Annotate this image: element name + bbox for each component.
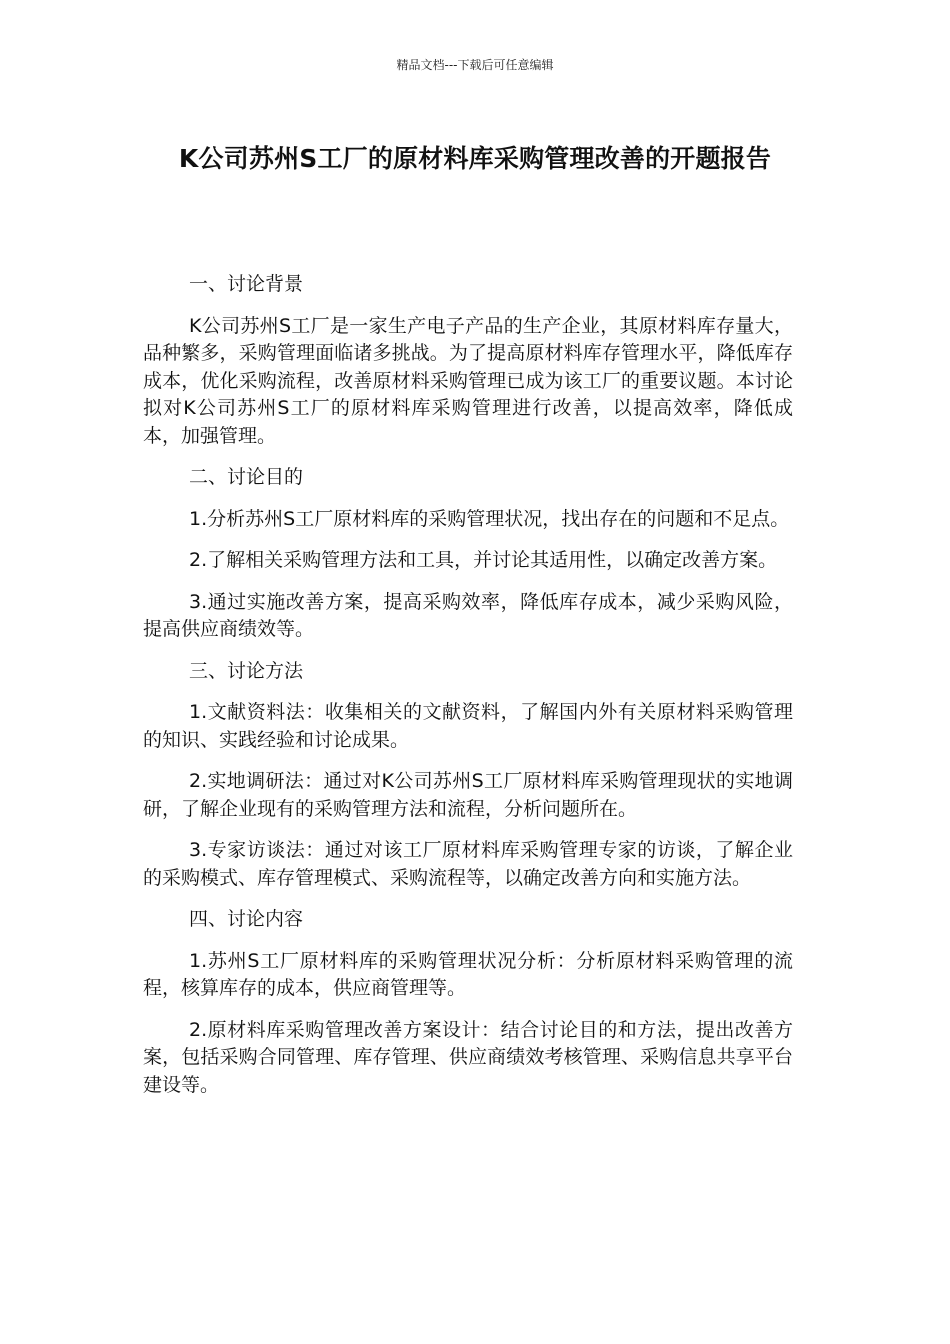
paragraph: 3.专家访谈法：通过对该工厂原材料库采购管理专家的访谈，了解企业的采购模式、库存管理模式、采购流程等，以确定改善方向和实施方法。: [143, 839, 793, 889]
document-body: [143, 271, 793, 1113]
paragraph: 1.分析苏州S工厂原材料库的采购管理状况，找出存在的问题和不足点。: [189, 507, 790, 530]
paragraph: 3.通过实施改善方案，提高采购效率，降低库存成本，减少采购风险，提高供应商绩效等。: [143, 590, 793, 640]
section-objectives: [143, 464, 793, 644]
paragraph: 2.原材料库采购管理改善方案设计：结合讨论目的和方法，提出改善方案，包括采购合同管理、库存管理、供应商绩效考核管理、采购信息共享平台建设等。: [143, 1018, 793, 1096]
header-note: 精品文档---下载后可任意编辑: [396, 58, 554, 72]
section-heading: 四、讨论内容: [189, 908, 304, 930]
paragraph: 1.苏州S工厂原材料库的采购管理状况分析：分析原材料采购管理的流程，核算库存的成本，供应商管理等。: [143, 949, 793, 999]
paragraph: K公司苏州S工厂是一家生产电子产品的生产企业，其原材料库存量大，品种繁多，采购管理面临诸多挑战。为了提高原材料库存管理水平，降低库存成本，优化采购流程，改善原材料采购管理已成为该工厂的重要议题。本讨论拟对K公司苏州S工厂的原材料库采购管理进行改善，以提高效率，降低成本，加强管理。: [143, 314, 793, 447]
section-methods: [143, 658, 793, 893]
section-heading: 一、讨论背景: [189, 273, 304, 295]
section-background: [143, 271, 793, 450]
section-heading: 二、讨论目的: [189, 466, 304, 488]
section-contents: [143, 906, 793, 1099]
section-heading: 三、讨论方法: [189, 659, 304, 682]
paragraph: 1.文献资料法：收集相关的文献资料，了解国内外有关原材料采购管理的知识、实践经验和讨论成果。: [143, 701, 793, 751]
paragraph: 2.了解相关采购管理方法和工具，并讨论其适用性，以确定改善方案。: [189, 549, 778, 571]
document-title: K公司苏州S工厂的原材料库采购管理改善的开题报告: [178, 144, 772, 173]
paragraph: 2.实地调研法：通过对K公司苏州S工厂原材料库采购管理现状的实地调研，了解企业现有的采购管理方法和流程，分析问题所在。: [143, 770, 793, 820]
